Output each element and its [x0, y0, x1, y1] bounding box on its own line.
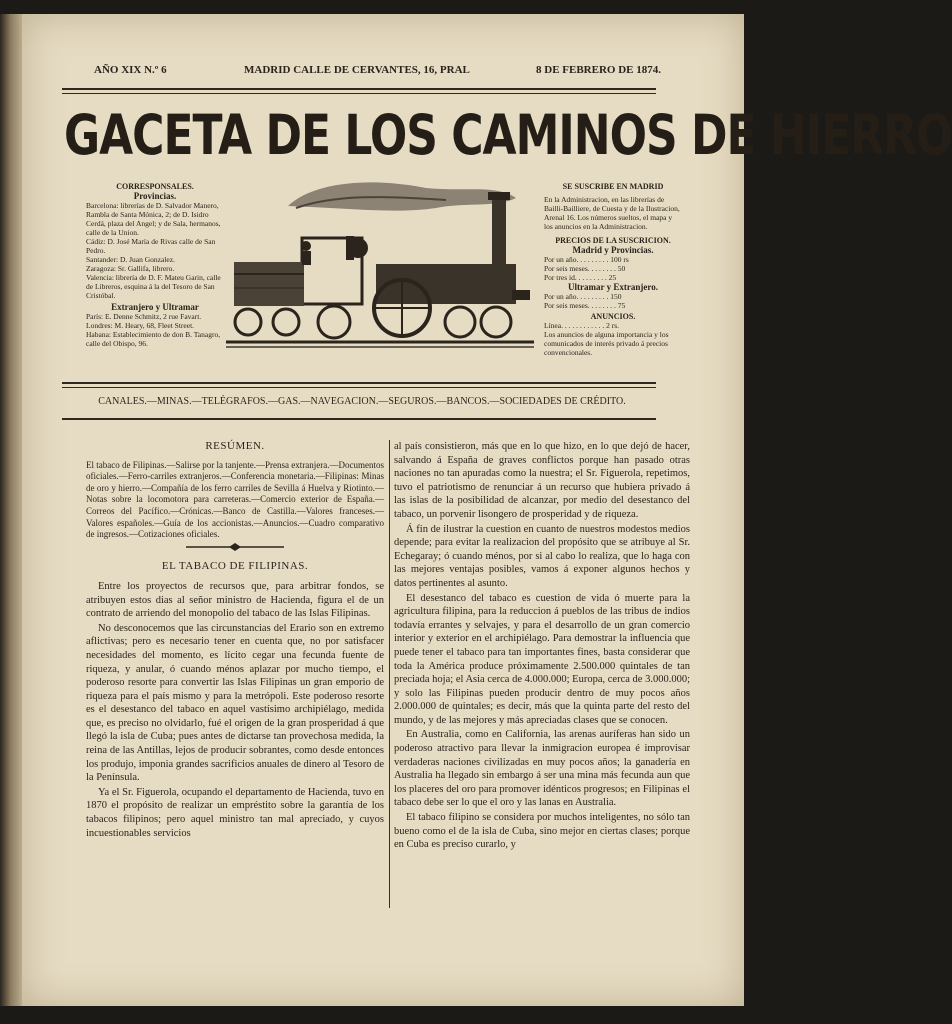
right-column [394, 440, 690, 853]
article-paragraph: El desestanco del tabaco es cuestion de vida ó muerte para la agricultura filipina, para la reduccion á pueblos de las tribus de indios todavía errantes y selvajes, y para el desarrollo de un gran comercio interior y exterior en el archipiélago. Para demostrar la influencia que puede tener el tabaco para tan importantes fines, basta considerar que toda la América produce próximamente 2.500.000 quintales de tan preciada hoja; el Asia cerca de 4.000.000; Europa, cerca de 3.000.000; y solo las Filipinas pueden producir dentro de muy pocos años 2.000.000 de quintales; es decir, más que la quinta parte del resto del mundo, y de las mejores y más apreciadas clases que se conocen. [394, 592, 690, 726]
article-paragraph: Entre los proyectos de recursos que, para arbitrar fondos, se atribuyen estos dias al señor ministro de Hacienda, figura el de un contrato de arriendo del monopolio del tabaco de las Islas Filipinas. [86, 580, 384, 620]
categories-rule [62, 418, 656, 420]
section-rule [62, 382, 656, 384]
section-rule-thin [62, 387, 656, 388]
abroad-entry: París: E. Denne Schmitz, 2 rue Favart. [86, 312, 202, 321]
province-entry: Barcelona: librerías de D. Salvador Manero, Rambla de Santa Mónica, 2; de D. Isidro Cerdá, plaza del Angel; y de Sala, hermanos, calle de la Union. [86, 201, 221, 237]
abroad-heading: Extranjero y Ultramar [111, 302, 199, 312]
article-paragraph: No desconocemos que las circunstancias del Erario son en extremo aflictivas; pero es necesario tener en cuenta que, no por satisfacer necesidades del momento, es lícito cegar una fecunda fuente de riqueza, y anular, ó cuando ménos aplazar por mucho tiempo, el poderoso resorte para convertir las Islas Filipinas un gran emporio de riqueza para el país mismo y para la metrópoli. Este poderoso resorte es el desestanco del tabaco en aquel vastísimo archipiélago, medida que, es preciso no olvidarlo, fué el origen de la gran prosperidad á que llegó la isla de Cuba; pues antes de dictarse tan provechosa medida, la reina de las Antillas, lejos de producir sobrantes, como desde entonces los produjo, imponia grandes sacrificios anuales de dinero al Tesoro de la Península. [86, 622, 384, 784]
provinces-heading: Provincias. [133, 191, 177, 201]
price-row: Por un año. . . . . . . . . 100 rs [544, 255, 629, 264]
ornamental-divider [86, 542, 384, 552]
categories-line: CANALES.—MINAS.—TELÉGRAFOS.—GAS.—NAVEGACION.—SEGUROS.—BANCOS.—SOCIEDADES DE CRÉDITO. [98, 396, 626, 407]
prices-heading: PRECIOS DE LA SUSCRICION. [555, 236, 671, 245]
subscription-block [544, 182, 682, 357]
article-paragraph: al país consistieron, más que en lo que hizo, en lo que dejó de hacer, salvando á España de graves conflictos porque han pasado otras naciones no tan apuradas como la nuestra; el Sr. Figuerola, repetimos, tuvo el patriotismo de renunciar á un recurso que hubiera privado á las islas de la posibilidad de alcanzar, por medio del desestanco del tabaco, un porvenir lisongero de prosperidad y de riqueza. [394, 441, 690, 520]
subscription-heading: SE SUSCRIBE EN MADRID [562, 182, 664, 191]
locomotive-illustration [226, 178, 538, 350]
header-rule [62, 88, 656, 90]
issue-number: AÑO XIX N.º 6 [94, 64, 167, 76]
left-column [86, 440, 384, 841]
ads-heading: ANUNCIOS. [590, 312, 636, 321]
article-paragraph: En Australia, como en California, las arenas auríferas han sido un poderoso atractivo para llevar la inmigracion europea é improvisar verdaderas naciones civilizadas en muy pocos años; la ganadería en Australia ha llegado sin embargo á ser una mina más fecunda aun que los placeres del oro para promover idénticos progresos; en Filipinas el tabaco debe ser lo que el oro y las lanas en Australia. [394, 729, 690, 809]
price-row: Por seis meses. . . . . . . . 75 [544, 301, 626, 310]
abroad-entry: Habana: Establecimiento de don B. Tanagro, calle del Obispo, 96. [86, 330, 221, 348]
price-row: Por seis meses. . . . . . . . 50 [544, 264, 626, 273]
province-entry: Cádiz: D. José María de Rivas calle de San Pedro. [86, 237, 216, 255]
correspondents-heading: CORRESPONSALES. [116, 182, 194, 191]
province-entry: Santander: D. Juan Gonzalez. [86, 255, 175, 264]
masthead-title: GACETA DE LOS CAMINOS DE HIERRO [64, 104, 952, 168]
summary-text: El tabaco de Filipinas.—Salirse por la tanjente.—Prensa extranjera.—Documentos oficiales.—Ferro-carriles extranjeros.—Conferencia monetaria.—Filipinas: Minas de oro y hierro.—Compañía de los ferro carriles de Sevilla á Huelva y Riotinto.—Notas sobre la locomotora para carreteras.—Comercio exterior de España.—Correos del Pacífico.—Crónicas.—Banco de Castilla.—Valores franceses.—Valores españoles.—Guía de los accionistas.—Anuncios.—Cuadro comparativo de ingresos.—Cotizaciones oficiales. [86, 459, 384, 540]
madrid-heading: Madrid y Provincias. [572, 245, 654, 255]
summary-heading: RESÚMEN. [205, 440, 265, 452]
column-divider [389, 440, 390, 908]
article-paragraph: El tabaco filipino se considera por muchos inteligentes, no sólo tan bueno como el de la isla de Cuba, sino mejor en ciertas clases; porque en Cuba es preciso curarlo, y [394, 812, 690, 851]
abroad-prices-heading: Ultramar y Extranjero. [568, 282, 658, 292]
province-entry: Valencia: librería de D. F. Mateu Garin, calle de Libreros, esquina á la del Tesoro de San Cristóbal. [86, 273, 221, 300]
ads-row: Línea. . . . . . . . . . . . 2 rs. [544, 321, 619, 330]
article-title: EL TABACO DE FILIPINAS. [161, 560, 309, 573]
province-entry: Zaragoza: Sr. Gallifa, librero. [86, 264, 175, 273]
abroad-entry: Londres: M. Heary, 68, Fleet Street. [86, 321, 195, 330]
address: MADRID CALLE DE CERVANTES, 16, PRAL [244, 64, 470, 76]
issue-date: 8 DE FEBRERO DE 1874. [536, 64, 661, 76]
price-row: Por tres id. . . . . . . . . 25 [544, 273, 617, 282]
ads-row: Los anuncios de alguna importancia y los comunicados de interés privado á precios convencionales. [544, 330, 669, 357]
article-paragraph: Á fin de ilustrar la cuestion en cuanto de nuestros modestos medios depende; para evitar la realizacion del propósito que se atribuye al Sr. Echegaray; ó cuando ménos, por si al cabo lo realiza, que lo haga con las mejores ventajas posibles, vamos á exponer algunos hechos y datos pertinentes al asunto. [394, 523, 690, 589]
article-paragraph: Ya el Sr. Figuerola, ocupando el departamento de Hacienda, tuvo en 1870 el propósito de realizar un empréstito sobre la garantía de los tabacos filipinos; pero aquel ministro tan mal apreciado, y cuyos incuestionables servicios [86, 786, 384, 839]
price-row: Por un año. . . . . . . . . 150 [544, 292, 622, 301]
header-rule-thin [62, 93, 656, 94]
subscription-text: En la Administracion, en las librerías de Bailli-Bailliere, de Cuesta y de la Ilustracion, Arenal 16. Los números sueltos, el mapa y los anuncios en la Administracion. [544, 195, 680, 231]
correspondents-block [86, 182, 224, 348]
